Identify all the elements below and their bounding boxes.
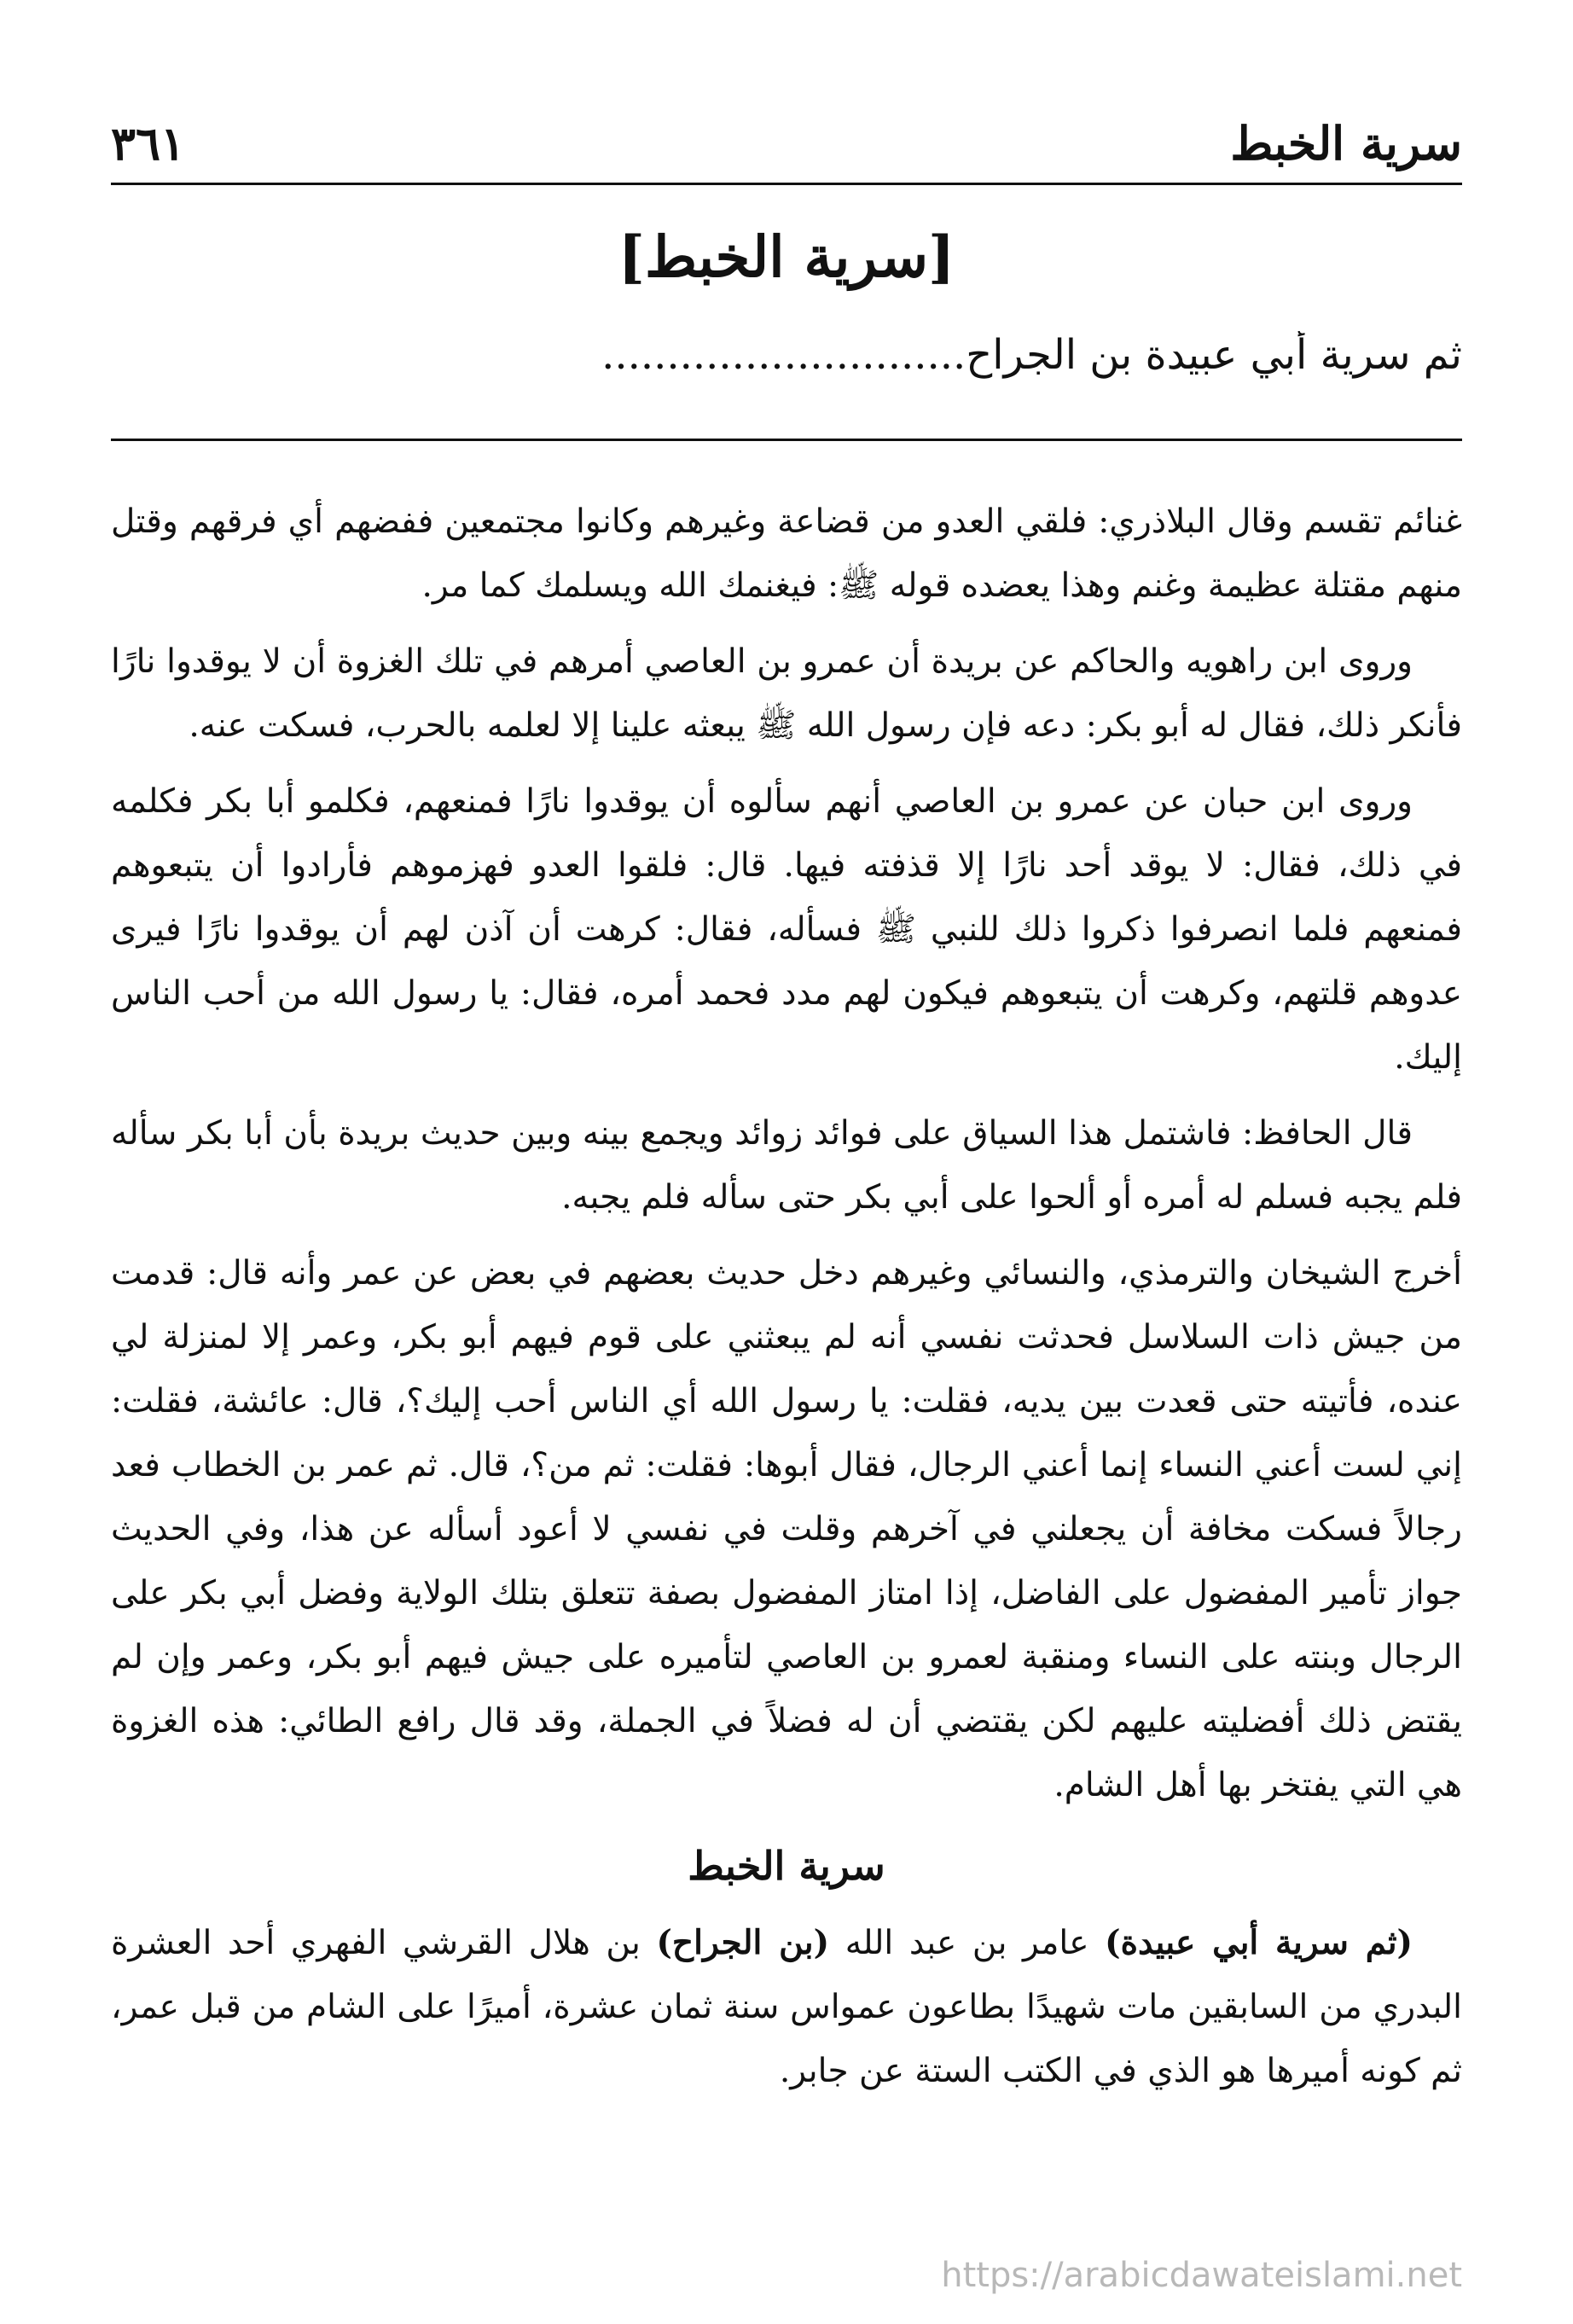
chapter-title: [سرية الخبط] — [618, 224, 955, 290]
toc-leader-dots: ............................ — [601, 331, 966, 379]
toc-line — [111, 331, 1462, 379]
paragraph: أخرج الشيخان والترمذي، والنسائي وغيرهم دخل حديث بعضهم في بعض عن عمر وأنه قال: قدمت من جيش ذات السلاسل فحدثت نفسي أنه لم يبعثني على قوم فيهم أبو بكر، وعمر إلا لمنزلة لي عنده، فأتيته حتى قعدت بين يديه، فقلت: يا رسول الله أي الناس أحب إليك؟، قال: عائشة، فقلت: إني لست أعني النساء إنما أعني الرجال، فقال أبوها: فقلت: ثم من؟، قال. ثم عمر بن الخطاب فعد رجالاً فسكت مخافة أن يجعلني في آخرهم وقلت في نفسي لا أعود أسأله عن هذا، وفي الحديث جواز تأمير المفضول على الفاضل، إذا امتاز المفضول بصفة تتعلق بتلك الولاية وفضل أبي بكر على الرجال وبنته على النساء ومنقبة لعمرو بن العاصي لتأميره على جيش فيهم أبو بكر، وعمر وإن لم يقتض ذلك أفضليته عليهم لكن يقتضي أن له فضلاً في الجملة، وقد قال رافع الطائي: هذه الغزوة هي التي يفتخر بها أهل الشام. — [111, 1254, 1462, 1804]
page-number: ٣٦١ — [111, 116, 186, 171]
body-text — [111, 490, 1462, 2115]
final-paragraph — [111, 1911, 1462, 2103]
toc-entry-text: ثم سرية أبي عبيدة بن الجراح — [966, 331, 1462, 379]
bold-lead-text: (ثم سرية أبي عبيدة) — [1105, 1923, 1413, 1962]
watermark-url: https://arabicdawateislami.net — [941, 2256, 1462, 2295]
paragraph-text: عامر بن عبد الله — [829, 1924, 1106, 1962]
toc-divider — [111, 439, 1462, 441]
paragraph: وروى ابن راهويه والحاكم عن بريدة أن عمرو بن العاصي أمرهم في تلك الغزوة أن لا يوقدوا نارًا فأنكر ذلك، فقال له أبو بكر: دعه فإن رسول الله ﷺ يبعثه علينا إلا لعلمه بالحرب، فسكت عنه. — [111, 642, 1462, 745]
paragraph-text: بن هلال القرشي الفهري أحد العشرة البدري من السابقين مات شهيدًا بطاعون عمواس سنة ثمان عشرة، أميرًا على الشام من قبل عمر، ثم كونه أميرها هو الذي في الكتب الستة عن جابر. — [111, 1924, 1462, 2090]
running-header — [111, 102, 1462, 171]
paragraph: وروى ابن حبان عن عمرو بن العاصي أنهم سألوه أن يوقدوا نارًا فمنعهم، فكلمو أبا بكر فكلمه في ذلك، فقال: لا يوقد أحد نارًا إلا قذفته فيها. قال: فلقوا العدو فهزموهم فأرادوا أن يتبعوهم فمنعهم فلما انصرفوا ذكروا ذلك للنبي ﷺ فسأله، فقال: كرهت أن آذن لهم أن يوقدوا نارًا فيرى عدوهم قلتهم، وكرهت أن يتبعوهم فيكون لهم مدد فحمد أمره، فقال: يا رسول الله من أحب الناس إليك. — [111, 782, 1462, 1077]
bold-mid-text: (بن الجراح) — [656, 1923, 830, 1962]
paragraph: غنائم تقسم وقال البلاذري: فلقي العدو من قضاعة وغيرهم وكانوا مجتمعين ففضهم أي فرقهم وقتل منهم مقتلة عظيمة وغنم وهذا يعضده قوله ﷺ: فيغنمك الله ويسلمك كما مر. — [111, 503, 1462, 605]
section-heading: سرية الخبط — [688, 1843, 885, 1889]
running-title: سرية الخبط — [1230, 116, 1462, 171]
paragraph: قال الحافظ: فاشتمل هذا السياق على فوائد زوائد ويجمع بينه وبين حديث بريدة بأن أبا بكر سأله فلم يجبه فسلم له أمره أو ألحوا على أبي بكر حتى سأله فلم يجبه. — [111, 1114, 1462, 1217]
header-divider — [111, 183, 1462, 185]
